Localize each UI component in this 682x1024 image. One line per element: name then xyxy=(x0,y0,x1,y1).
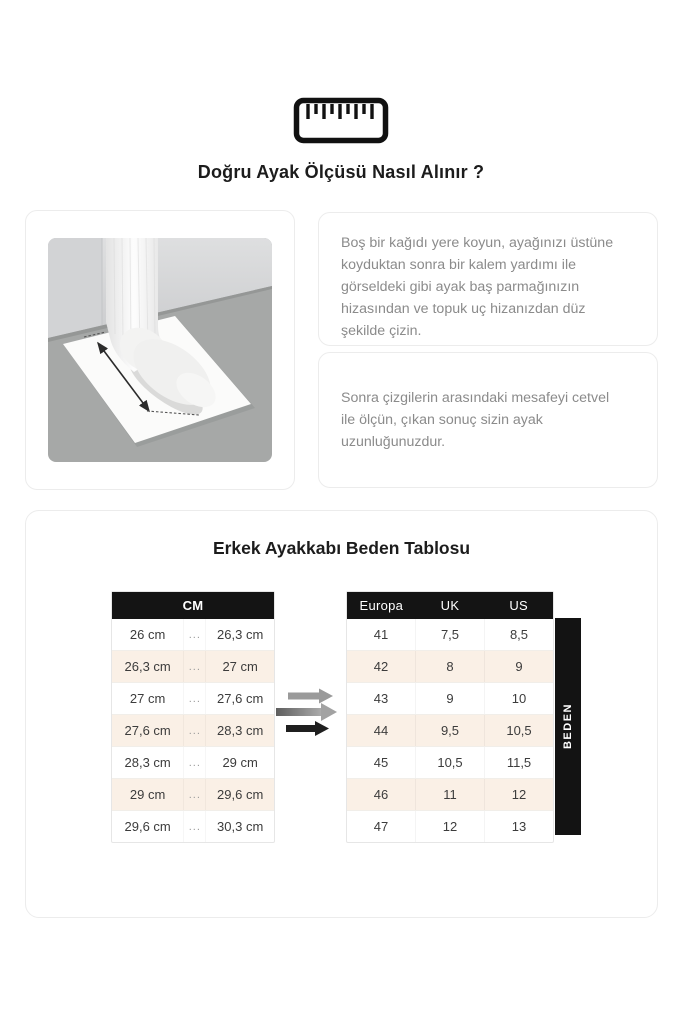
size-value-us: 10,5 xyxy=(506,723,532,738)
cm-table-header: CM xyxy=(112,592,274,619)
size-value-us: 10 xyxy=(511,691,527,706)
size-table-row xyxy=(347,682,553,714)
size-table-header-uk: UK xyxy=(440,598,460,613)
size-value-uk: 8 xyxy=(416,651,485,682)
size-section-title: Erkek Ayakkabı Beden Tablosu xyxy=(212,538,471,558)
cm-table-row xyxy=(112,810,274,842)
cm-table-row xyxy=(112,778,274,810)
instruction-text-1: Boş bir kağıdı yere koyun, ayağınızı üstüne koyduktan sonra bir kalem yardımı ile görseldeki gibi ayak baş parmağınızın hizasından ve topuk uç hizanızdan düz şekilde çizin. xyxy=(341,235,614,339)
size-table-section xyxy=(25,510,658,918)
size-value-uk: 9,5 xyxy=(416,715,485,746)
size-table-header-row xyxy=(347,592,553,619)
range-dots: ... xyxy=(184,715,206,746)
cm-table-row xyxy=(112,746,274,778)
foot-photo-card xyxy=(25,210,295,490)
size-table-row xyxy=(347,714,553,746)
size-value-us: 8,5 xyxy=(509,627,529,642)
size-value-europa: 44 xyxy=(347,715,416,746)
size-table-row xyxy=(347,650,553,682)
cm-table-row xyxy=(112,619,274,650)
triple-right-arrows-icon xyxy=(276,685,348,739)
size-value-uk: 12 xyxy=(416,811,485,842)
size-value-uk: 9 xyxy=(416,683,485,714)
size-value-us: 11,5 xyxy=(506,755,532,770)
cm-value-to: 29,6 cm xyxy=(217,787,264,802)
cm-value-to: 27,6 cm xyxy=(217,691,264,706)
cm-value-from: 27 cm xyxy=(112,683,184,714)
size-table-row xyxy=(347,619,553,650)
range-dots: ... xyxy=(184,683,206,714)
cm-value-to: 26,3 cm xyxy=(217,627,264,642)
instruction-card-1 xyxy=(318,212,658,346)
foot-on-paper-photo xyxy=(48,238,272,462)
cm-table-body xyxy=(112,619,274,842)
size-value-europa: 42 xyxy=(347,651,416,682)
cm-value-from: 26,3 cm xyxy=(112,651,184,682)
range-dots: ... xyxy=(184,779,206,810)
size-value-us: 9 xyxy=(515,659,523,674)
cm-table-row xyxy=(112,682,274,714)
size-value-uk: 11 xyxy=(416,779,485,810)
size-value-europa: 41 xyxy=(347,619,416,650)
range-dots: ... xyxy=(184,747,206,778)
cm-value-to: 28,3 cm xyxy=(217,723,264,738)
size-table-header-europa: Europa xyxy=(359,598,404,613)
range-dots: ... xyxy=(184,811,206,842)
size-table-header-us: US xyxy=(509,598,529,613)
size-value-uk: 10,5 xyxy=(416,747,485,778)
cm-value-from: 26 cm xyxy=(112,619,184,650)
size-table-row xyxy=(347,746,553,778)
size-table-row xyxy=(347,778,553,810)
beden-side-bar xyxy=(555,618,581,835)
cm-value-to: 29 cm xyxy=(222,755,258,770)
size-value-europa: 45 xyxy=(347,747,416,778)
page-title: Doğru Ayak Ölçüsü Nasıl Alınır ? xyxy=(197,162,485,182)
instruction-card-2 xyxy=(318,352,658,488)
ruler-icon xyxy=(293,97,389,144)
range-dots: ... xyxy=(184,619,206,650)
size-table-row xyxy=(347,810,553,842)
cm-value-to: 27 cm xyxy=(222,659,258,674)
size-value-us: 12 xyxy=(511,787,527,802)
cm-value-from: 29 cm xyxy=(112,779,184,810)
cm-value-from: 27,6 cm xyxy=(112,715,184,746)
size-value-europa: 46 xyxy=(347,779,416,810)
size-value-europa: 43 xyxy=(347,683,416,714)
instruction-text-2: Sonra çizgilerin arasındaki mesafeyi cetvel ile ölçün, çıkan sonuç sizin ayak uzunluğunuzdur. xyxy=(341,390,610,450)
range-dots: ... xyxy=(184,651,206,682)
beden-label: BEDEN xyxy=(562,703,574,750)
cm-value-from: 28,3 cm xyxy=(112,747,184,778)
size-table-body xyxy=(347,619,553,842)
size-value-europa: 47 xyxy=(347,811,416,842)
size-value-uk: 7,5 xyxy=(416,619,485,650)
cm-value-to: 30,3 cm xyxy=(217,819,264,834)
cm-table-row xyxy=(112,650,274,682)
cm-table-row xyxy=(112,714,274,746)
cm-range-table xyxy=(111,591,275,843)
cm-value-from: 29,6 cm xyxy=(112,811,184,842)
size-value-us: 13 xyxy=(511,819,527,834)
international-size-table xyxy=(346,591,554,843)
